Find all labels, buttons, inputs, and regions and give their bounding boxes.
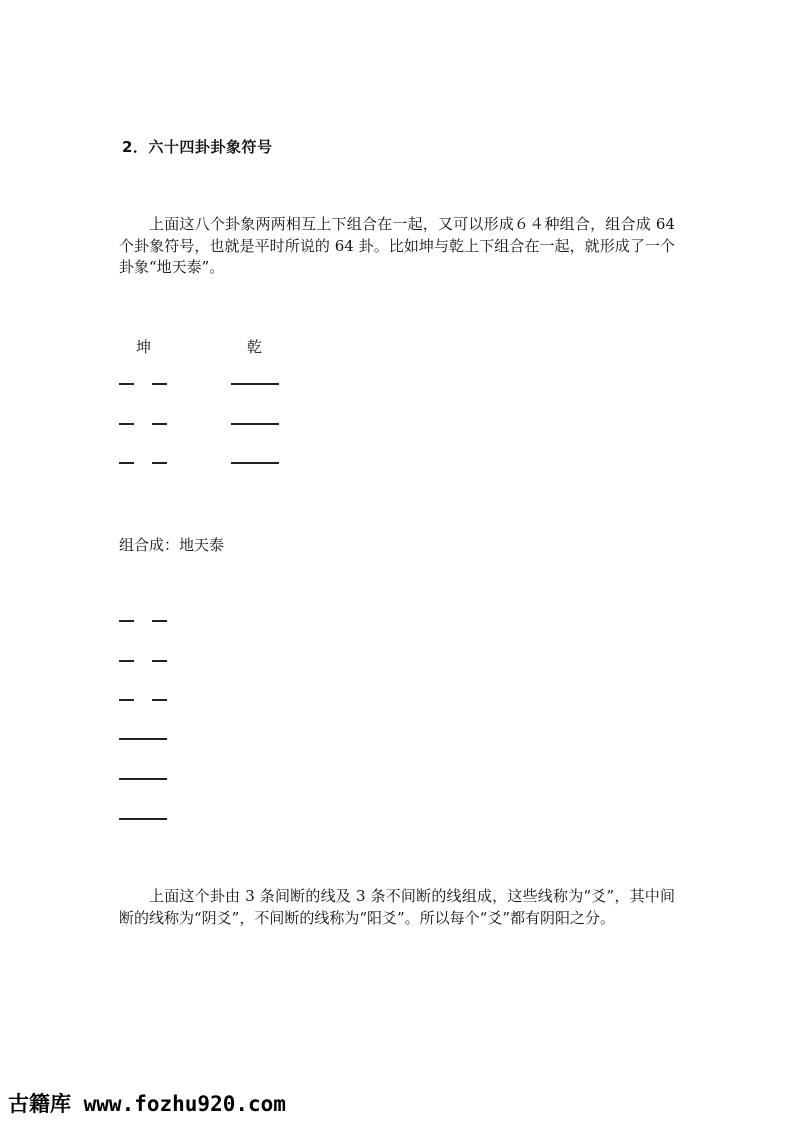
section-heading: 2．六十四卦卦象符号 [122, 138, 273, 156]
yang-line [231, 383, 279, 385]
trigram-label-kun: 坤 [136, 338, 152, 356]
yang-line [119, 738, 167, 740]
footer-watermark: 古籍库 www.fozhu920.com [8, 1092, 286, 1116]
explanation-paragraph: 上面这个卦由 3 条间断的线及 3 条不间断的线组成，这些线称为“爻”，其中间断的线称为“阴爻”，不间断的线称为“阳爻”。所以每个“爻”都有阴阳之分。 [119, 887, 675, 927]
combination-label: 组合成：地天泰 [119, 536, 225, 554]
yang-line [231, 423, 279, 425]
yang-line [231, 462, 279, 464]
yang-line [119, 778, 167, 780]
yang-line [119, 818, 167, 820]
intro-paragraph: 上面这八个卦象两两相互上下组合在一起，又可以形成６４种组合，组合成 64 个卦象符号，也就是平时所说的 64 卦。比如坤与乾上下组合在一起，就形成了一个卦象“地天泰”。 [119, 215, 675, 276]
trigram-label-qian: 乾 [247, 338, 263, 356]
